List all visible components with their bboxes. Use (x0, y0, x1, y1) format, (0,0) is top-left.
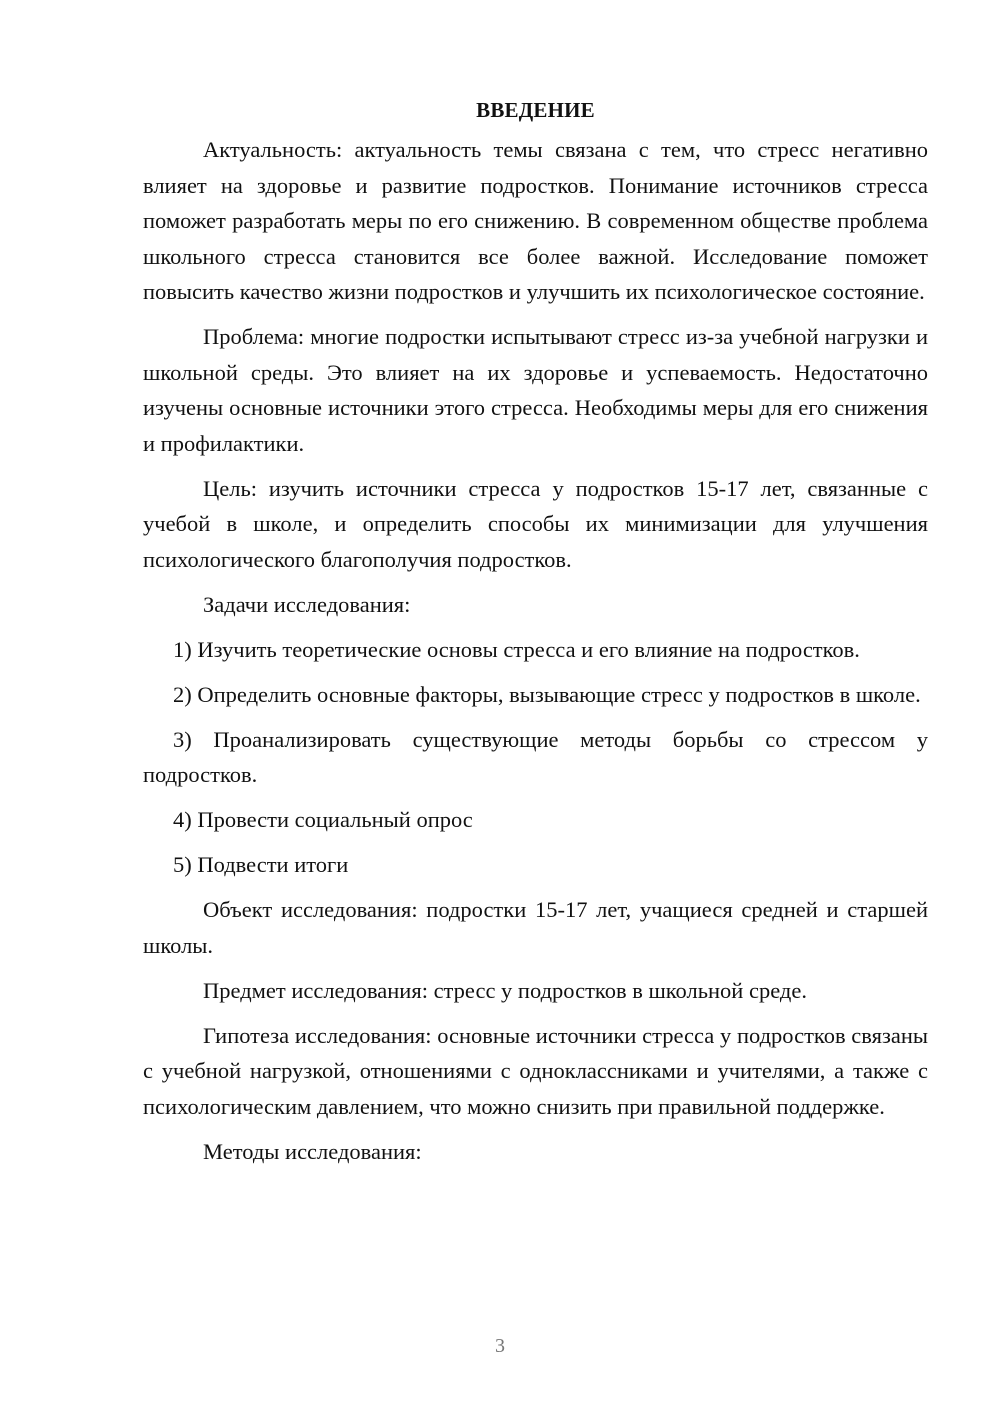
task-item-5: 5) Подвести итоги (173, 852, 349, 877)
paragraph-hypothesis: Гипотеза исследования: основные источники стресса у подростков связаны с учебной нагрузкой, отношениями с одноклассниками и учителями, а также с психологическим давлением, что можно снизить при правильной поддержке. (143, 1022, 928, 1119)
task-item-3: 3) Проанализировать существующие методы борьбы со стрессом у подростков. (143, 726, 928, 787)
page-content (143, 93, 928, 1179)
paragraph-subject: Предмет исследования: стресс у подростков в школьной среде. (203, 977, 807, 1003)
paragraph-problem: Проблема: многие подростки испытывают стресс из-за учебной нагрузки и школьной среды. Это влияет на их здоровье и успеваемость. Недостаточно изучены основные источники этого стресса. Необходимы меры для его снижения и профилактики. (143, 324, 928, 456)
paragraph-tasks-heading: Задачи исследования: (203, 591, 411, 617)
page-number: 3 (495, 1335, 505, 1357)
task-item-2: 2) Определить основные факторы, вызывающие стресс у подростков в школе. (173, 681, 921, 707)
task-item-1: 1) Изучить теоретические основы стресса и его влияние на подростков. (173, 636, 860, 662)
paragraph-goal: Цель: изучить источники стресса у подростков 15-17 лет, связанные с учебой в школе, и определить способы их минимизации для улучшения психологического благополучия подростков. (143, 475, 928, 572)
task-item-4: 4) Провести социальный опрос (173, 807, 473, 832)
paragraph-object: Объект исследования: подростки 15-17 лет, учащиеся средней и старшей школы. (143, 897, 928, 958)
paragraph-methods: Методы исследования: (203, 1138, 422, 1164)
section-title: ВВЕДЕНИЕ (476, 98, 595, 122)
paragraph-relevance: Актуальность: актуальность темы связана с тем, что стресс негативно влияет на здоровье и развитие подростков. Понимание источников стресса поможет разработать меры по его снижению. В современном обществе проблема школьного стресса становится все более важной. Исследование поможет повысить качество жизни подростков и улучшить их психологическое состояние. (143, 137, 928, 304)
